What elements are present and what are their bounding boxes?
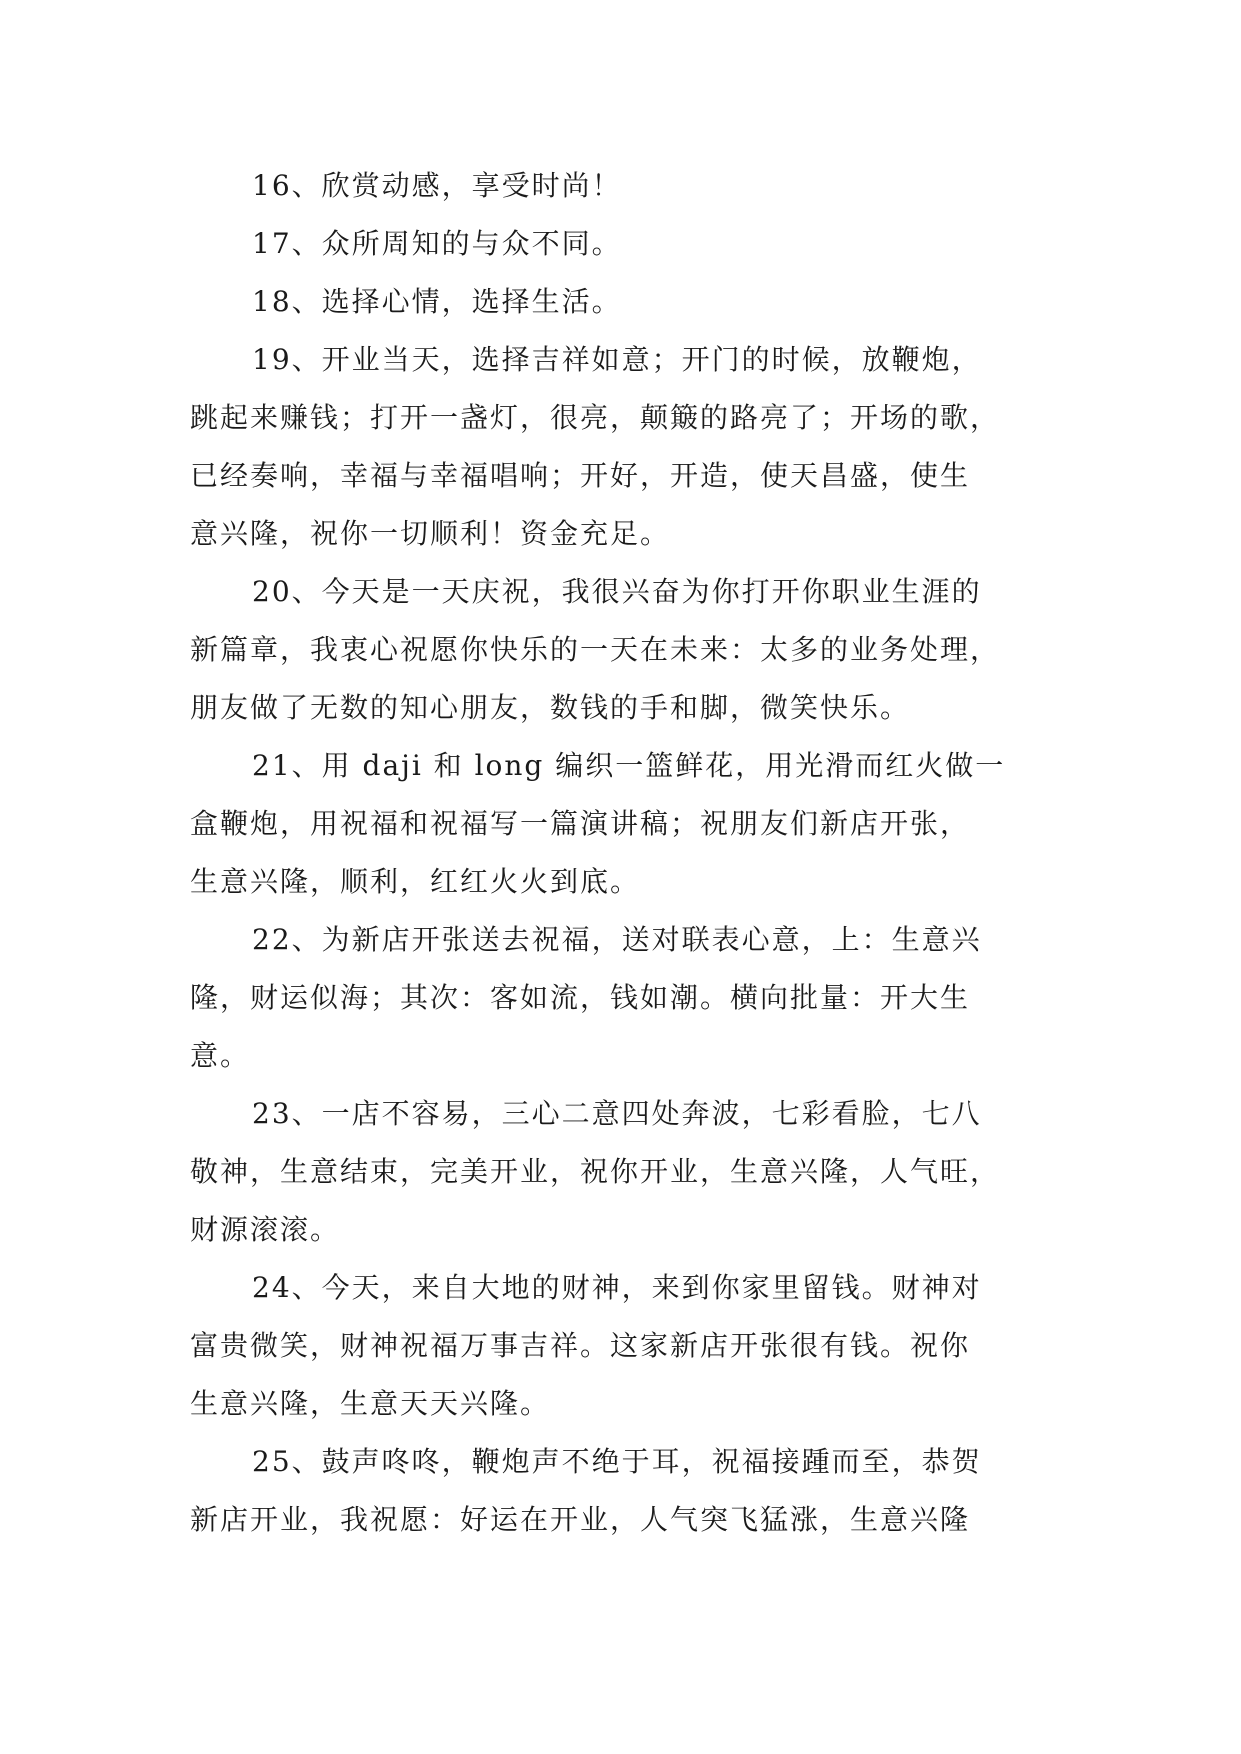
paragraph-17: 17、众所周知的与众不同。 — [252, 227, 622, 260]
paragraph-25: 25、鼓声咚咚，鞭炮声不绝于耳，祝福接踵而至，恭贺 新店开业，我祝愿：好运在开业，人气突飞猛涨，生意兴隆 — [190, 1445, 982, 1536]
paragraph-23: 23、一店不容易，三心二意四处奔波，七彩看脸，七八 敬神，生意结束，完美开业，祝你开业，生意兴隆，人气旺， 财源滚滚。 — [190, 1097, 1001, 1246]
paragraph-21: 21、用 daji 和 long 编织一篮鲜花，用光滑而红火做一 盒鞭炮，用祝福和祝福写一篇演讲稿；祝朋友们新店开张， 生意兴隆，顺利，红红火火到底。 — [190, 749, 1006, 898]
document-body — [190, 157, 1050, 1549]
paragraph-19: 19、开业当天，选择吉祥如意；开门的时候，放鞭炮， 跳起来赚钱；打开一盏灯，很亮，颠簸的路亮了；开场的歌， 已经奏响，幸福与幸福唱响；开好，开造，使天昌盛，使生 意兴隆，祝你一切顺利！资金充足。 — [190, 343, 1001, 550]
paragraph-16: 16、欣赏动感，享受时尚！ — [252, 169, 622, 202]
paragraph-22: 22、为新店开张送去祝福，送对联表心意，上：生意兴 隆，财运似海；其次：客如流，钱如潮。横向批量：开大生 意。 — [190, 923, 982, 1072]
paragraph-20: 20、今天是一天庆祝，我很兴奋为你打开你职业生涯的 新篇章，我衷心祝愿你快乐的一天在未来：太多的业务处理， 朋友做了无数的知心朋友，数钱的手和脚，微笑快乐。 — [190, 575, 1001, 724]
paragraph-18: 18、选择心情，选择生活。 — [252, 285, 622, 318]
paragraph-24: 24、今天，来自大地的财神，来到你家里留钱。财神对 富贵微笑，财神祝福万事吉祥。这家新店开张很有钱。祝你 生意兴隆，生意天天兴隆。 — [190, 1271, 982, 1420]
